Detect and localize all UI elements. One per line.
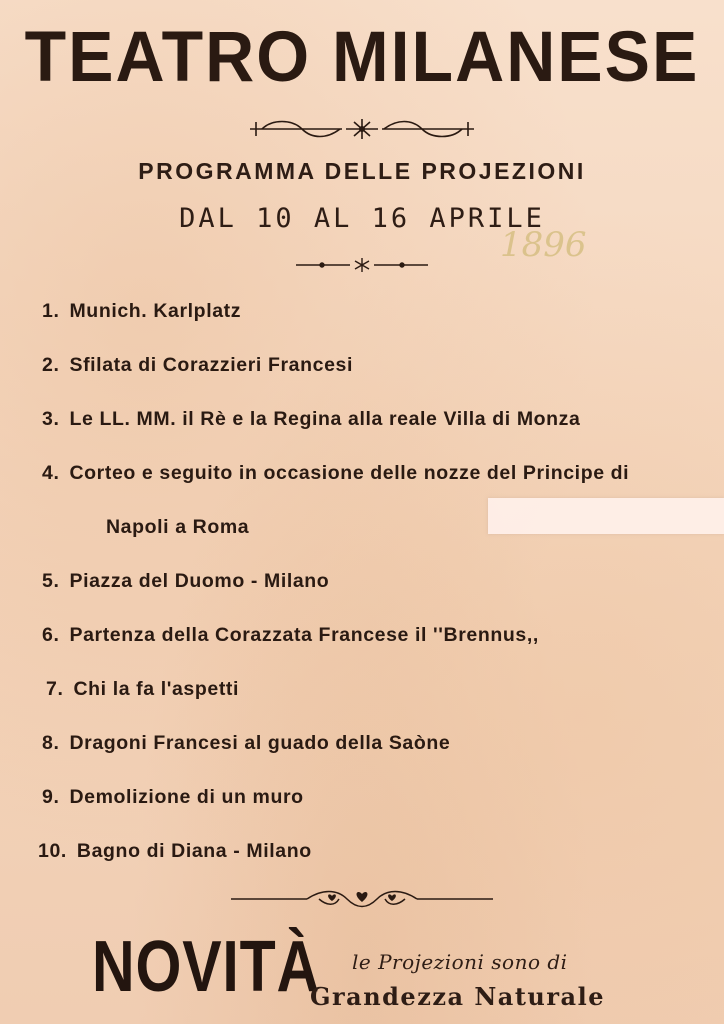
date-range: DAL 10 AL 16 APRILE (179, 203, 545, 234)
poster-subtitle: PROGRAMMA DELLE PROJEZIONI (138, 158, 586, 184)
list-item: 1. Munich. Karlplatz (42, 300, 242, 322)
list-item: 3. Le LL. MM. il Rè e la Regina alla reale Villa di Monza (42, 408, 581, 430)
paper-tape-strip (488, 498, 724, 534)
list-item: Napoli a Roma (106, 516, 250, 538)
list-item: 8. Dragoni Francesi al guado della Saòne (42, 732, 451, 754)
list-item: 7. Chi la fa l'aspetti (46, 678, 240, 700)
heart-flourish-ornament-icon (0, 886, 724, 912)
list-item: 6. Partenza della Corazzata Francese il ''Brennus,, (42, 624, 539, 646)
handwritten-year-note: 1896 (500, 225, 587, 265)
poster-title: TEATRO MILANESE (24, 17, 700, 97)
novita-heading: NOVITÀ (92, 927, 320, 1007)
list-item: 10. Bagno di Diana - Milano (38, 840, 312, 862)
star-ornament-icon (0, 257, 724, 273)
list-item: 9. Demolizione di un muro (42, 786, 304, 808)
size-note: Grandezza Naturale (310, 982, 605, 1011)
list-item: 2. Sfilata di Corazzieri Francesi (42, 354, 353, 376)
list-item: 4. Corteo e seguito in occasione delle nozze del Principe di (42, 462, 630, 484)
flourish-ornament-icon (0, 114, 724, 144)
projection-note: le Projezioni sono di (352, 950, 568, 974)
list-item: 5. Piazza del Duomo - Milano (42, 570, 330, 592)
